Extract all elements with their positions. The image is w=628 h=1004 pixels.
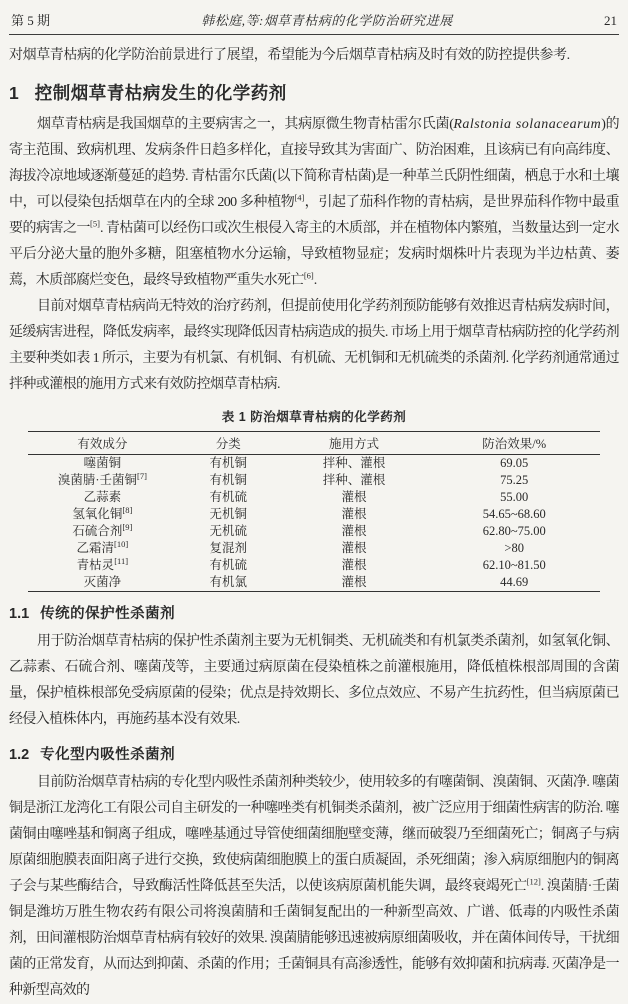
latin-species-name: Ralstonia solanacearum: [453, 117, 602, 132]
cell-method: 拌种、灌根: [322, 456, 386, 470]
cell-effect: 62.10~81.50: [482, 558, 546, 572]
cell-ingredient: [28, 472, 177, 489]
cell-category: 有机氯: [209, 575, 247, 589]
section-1-heading: [9, 80, 619, 105]
citation-ref: [7]: [136, 470, 147, 481]
table-row: [28, 506, 600, 523]
cell-category: 无机硫: [209, 524, 247, 538]
paragraph-text: . 青枯菌可以经伤口或次生根侵入寄主的木质部，并在植物体内繁殖，当数量达到一定水平后分泌大量的胞外多糖，阻塞植物水分运输，导致植物显症；发病时烟株叶片表现为半边枯黄、萎蔫，木质部腐烂变色，最终导致植物严重失水死亡: [9, 221, 620, 288]
cell-method: 灌根: [341, 507, 367, 521]
ingredient-name: 氢氧化铜: [72, 507, 123, 521]
cell-category: 无机铜: [209, 507, 247, 521]
cell-ingredient: [28, 557, 177, 574]
cell-method: 灌根: [341, 558, 367, 572]
cell-category: 有机硫: [209, 558, 247, 572]
citation-ref: [9]: [122, 521, 133, 532]
cell-method: 灌根: [341, 541, 367, 555]
citation-ref-12: [12]: [526, 876, 541, 887]
issue-number: 第 5 期: [11, 13, 51, 28]
table-caption: 表 1 防治烟草青枯病的化学药剂: [221, 410, 407, 424]
cell-effect: 54.65~68.60: [482, 507, 546, 521]
section-title: 传统的保护性杀菌剂: [40, 606, 176, 622]
cell-effect: >80: [504, 541, 524, 555]
ingredient-name: 乙蒜素: [83, 490, 122, 504]
table-row: [28, 557, 600, 574]
section-title: 专化型内吸性杀菌剂: [40, 747, 176, 763]
citation-ref-6: [6]: [303, 270, 314, 281]
section-number: 1: [9, 83, 19, 103]
section-number: 1.1: [9, 606, 30, 622]
header-category: 分类: [215, 437, 241, 451]
ingredient-name: 溴菌腈·壬菌铜: [57, 473, 137, 487]
citation-ref: [10]: [114, 538, 129, 549]
cell-ingredient: [28, 540, 177, 557]
ingredient-name: 乙霜清: [76, 541, 115, 555]
section-title: 控制烟草青枯病发生的化学药剂: [34, 83, 287, 103]
citation-ref: [11]: [114, 555, 129, 566]
cell-ingredient: [28, 574, 177, 592]
paragraph-text: .: [313, 273, 317, 288]
cell-method: 灌根: [341, 490, 367, 504]
table-row: [28, 472, 600, 489]
page-header: [9, 8, 619, 35]
running-title: 韩松庭,等:烟草青枯病的化学防治研究进展: [201, 13, 453, 28]
cell-effect: 55.00: [500, 490, 529, 504]
ingredient-name: 石硫合剂: [72, 524, 123, 538]
intro-paragraph: [9, 112, 619, 294]
table-row: [28, 523, 600, 540]
chemicals-table: [28, 431, 600, 592]
section-1-2-heading: [9, 743, 619, 764]
lead-paragraph: 对烟草青枯病的化学防治前景进行了展望，希望能为今后烟草青枯病及时有效的防控提供参考.: [9, 48, 570, 63]
cell-effect: 75.25: [500, 473, 529, 487]
cell-category: 有机硫: [209, 490, 247, 504]
cell-method: 灌根: [341, 524, 367, 538]
protective-fungicides-paragraph: 用于防治烟草青枯病的保护性杀菌剂主要为无机铜类、无机硫类和有机氯类杀菌剂，如氢氧化铜、乙蒜素、石硫合剂、噻菌茂等，主要通过病原菌在侵染植株之前灌根施用，降低植株根部周围的含菌量，保护植株根部免受病原菌的侵染；优点是持效期长、多位点效应、不易产生抗药性，但当病原菌已经侵入植株体内，再施药基本没有效果.: [9, 634, 619, 727]
cell-ingredient: [28, 506, 177, 523]
cell-ingredient: [28, 455, 177, 473]
header-effect: 防治效果/%: [482, 437, 547, 451]
section-number: 1.2: [9, 747, 30, 763]
table-row: [28, 455, 600, 473]
ingredient-name: 青枯灵: [76, 558, 115, 572]
citation-ref-5: [5]: [90, 218, 100, 229]
cell-method: 拌种、灌根: [322, 473, 386, 487]
ingredient-name: 噻菌铜: [83, 456, 122, 470]
cell-effect: 69.05: [500, 456, 529, 470]
paragraph-text: 目前防治烟草青枯病的专化型内吸性杀菌剂种类较少，使用较多的有噻菌铜、溴菌铜、灭菌净. 噻菌铜是浙江龙湾化工有限公司自主研发的一种噻唑类有机铜类杀菌剂，被广泛应用于细菌性病害的防治. 噻菌铜由噻唑基和铜离子组成，噻唑基通过导管使细菌细胞壁变薄，继而破裂乃至细菌死亡；铜离子与病原菌细胞膜表面阳离子进行交换，致使病菌细胞膜上的蛋白质凝固，杀死细菌；渗入病原细胞内的铜离子会与某些酶结合，导致酶活性降低甚至失活，以使该病原菌机能失调，最终衰竭死亡: [9, 775, 619, 894]
ingredient-name: 灭菌净: [83, 575, 122, 589]
page-number: 21: [603, 13, 617, 28]
cell-category: 有机铜: [209, 473, 247, 487]
paragraph-text: )的寄主范围、致病机理、发病条件日趋多样化，直接导致其为害面广、防治困难，且该病已有向高纬度、海拔冷凉地域逐渐蔓延的趋势. 青枯雷尔氏菌(以下简称青枯菌)是一种革兰氏阴性细菌，栖息于水和土壤中，可以侵染包括烟草在内的全球 200 多种植物: [9, 117, 619, 210]
table-row: [28, 489, 600, 506]
table-1-block: [28, 407, 600, 592]
cell-effect: 44.69: [500, 575, 529, 589]
cell-category: 有机铜: [209, 456, 247, 470]
paragraph-text: . 溴菌腈·壬菌铜是潍坊万胜生物农药有限公司将溴菌腈和壬菌铜复配出的一种新型高效、广谱、低毒的内吸性杀菌剂，田间灌根防治烟草青枯病有较好的效果. 溴菌腈能够迅速被病原细菌吸收，并在菌体间传导，干扰细菌的正常发育，从而达到抑菌、杀菌的作用；壬菌铜具有高渗透性，能够有效抑菌和抗病毒. 灭菌净是一种新型高效的: [9, 879, 619, 998]
header-ingredient: 有效成分: [77, 437, 128, 451]
table-row: [28, 574, 600, 592]
cell-effect: 62.80~75.00: [482, 524, 546, 538]
cell-ingredient: [28, 489, 177, 506]
systemic-fungicides-paragraph: [9, 770, 619, 1004]
cell-category: 复混剂: [209, 541, 247, 555]
table-row: [28, 540, 600, 557]
section-1-1-heading: [9, 602, 619, 623]
paragraph-text: 烟草青枯病是我国烟草的主要病害之一，其病原微生物青枯雷尔氏菌(: [37, 117, 454, 132]
paragraph-text: ，引起了茄科作物的青枯病，是世界茄科作物中最重要的病害之一: [9, 195, 619, 236]
table-header-row: [28, 432, 600, 455]
cell-method: 灌根: [341, 575, 367, 589]
citation-ref-4: [4]: [294, 192, 305, 203]
cell-ingredient: [28, 523, 177, 540]
header-method: 施用方式: [329, 437, 380, 451]
citation-ref: [8]: [122, 504, 133, 515]
chemicals-overview-paragraph: 目前对烟草青枯病尚无特效的治疗药剂，但提前使用化学药剂预防能够有效推迟青枯病发病时间，延缓病害进程，降低发病率，最终实现降低因青枯病造成的损失. 市场上用于烟草青枯病防控的化学药剂主要种类如表 1 所示，主要为有机氯、有机铜、有机硫、无机铜和无机硫类的杀菌剂. 化学药剂通常通过拌种或灌根的施用方式来有效防控烟草青枯病.: [9, 299, 619, 392]
